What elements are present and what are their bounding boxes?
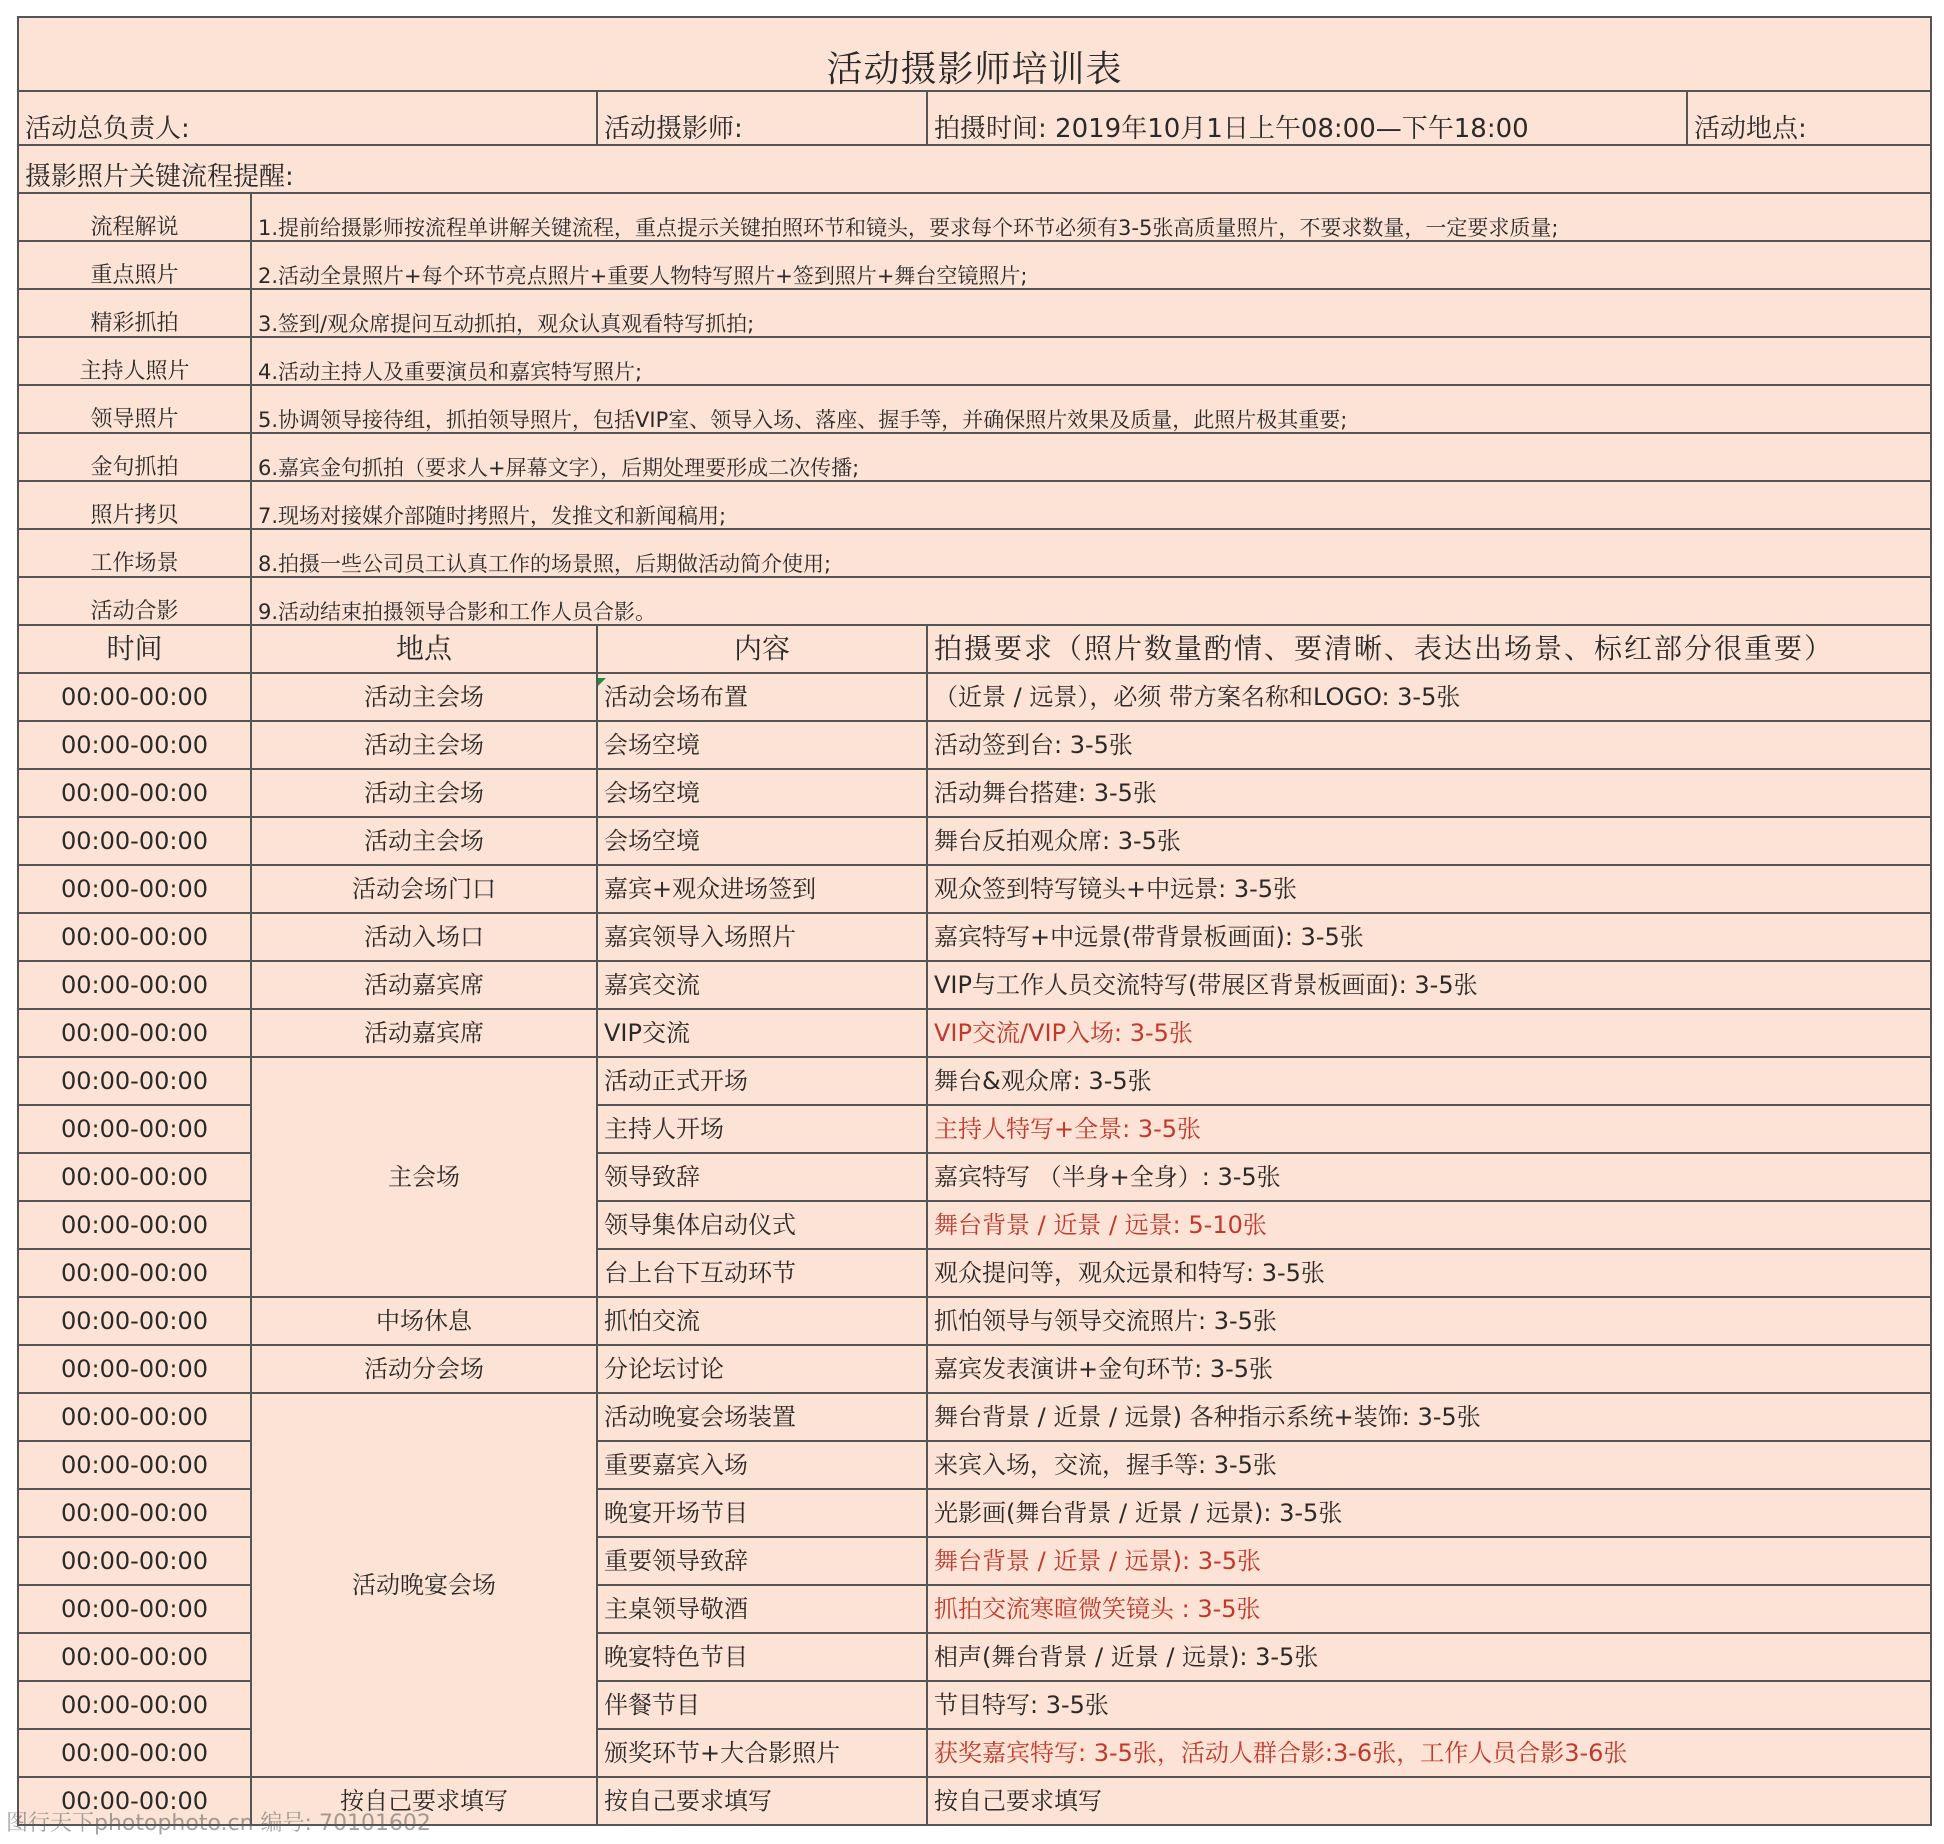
location-cell[interactable]: 活动嘉宾席	[251, 1009, 597, 1057]
location-cell[interactable]: 活动入场口	[251, 913, 597, 961]
content-cell[interactable]: 领导集体启动仪式	[597, 1201, 927, 1249]
location-cell[interactable]: 主会场	[251, 1057, 597, 1297]
step-text[interactable]: 5.协调领导接待组，抓拍领导照片，包括VIP室、领导入场、落座、握手等，并确保照片效果及质量，此照片极其重要;	[251, 385, 1931, 433]
requirement-cell[interactable]: 主持人特写+全景: 3-5张	[927, 1105, 1931, 1153]
step-row	[18, 433, 1931, 481]
content-cell[interactable]: 嘉宾交流	[597, 961, 927, 1009]
time-cell[interactable]: 00:00-00:00	[18, 1105, 251, 1153]
shoot-time-field[interactable]: 拍摄时间: 2019年10月1日上午08:00—下午18:00	[927, 91, 1687, 145]
time-cell[interactable]: 00:00-00:00	[18, 1345, 251, 1393]
step-row	[18, 337, 1931, 385]
time-cell[interactable]: 00:00-00:00	[18, 1633, 251, 1681]
requirement-cell[interactable]: 光影画(舞台背景 / 近景 / 远景): 3-5张	[927, 1489, 1931, 1537]
step-name[interactable]: 照片拷贝	[18, 481, 251, 529]
time-cell[interactable]: 00:00-00:00	[18, 721, 251, 769]
content-cell[interactable]: 会场空境	[597, 721, 927, 769]
requirement-cell[interactable]: 抓怕领导与领导交流照片: 3-5张	[927, 1297, 1931, 1345]
table-row	[18, 1393, 1931, 1441]
step-name[interactable]: 领导照片	[18, 385, 251, 433]
header-content: 内容	[597, 625, 927, 673]
content-cell[interactable]: 晚宴特色节目	[597, 1633, 927, 1681]
table-row	[18, 1057, 1931, 1105]
time-cell[interactable]: 00:00-00:00	[18, 1777, 251, 1825]
requirement-cell[interactable]: VIP与工作人员交流特写(带展区背景板画面): 3-5张	[927, 961, 1931, 1009]
table-row	[18, 961, 1931, 1009]
content-cell[interactable]: 按自己要求填写	[597, 1777, 927, 1825]
step-row	[18, 481, 1931, 529]
requirement-cell[interactable]: 活动签到台: 3-5张	[927, 721, 1931, 769]
location-cell[interactable]: 活动主会场	[251, 673, 597, 721]
step-name[interactable]: 活动合影	[18, 577, 251, 625]
time-cell[interactable]: 00:00-00:00	[18, 961, 251, 1009]
content-cell[interactable]: 主桌领导敬酒	[597, 1585, 927, 1633]
location-cell[interactable]: 活动主会场	[251, 769, 597, 817]
step-name[interactable]: 精彩抓拍	[18, 289, 251, 337]
table-row	[18, 865, 1931, 913]
requirement-cell[interactable]: VIP交流/VIP入场: 3-5张	[927, 1009, 1931, 1057]
requirement-cell[interactable]: 来宾入场，交流，握手等: 3-5张	[927, 1441, 1931, 1489]
time-cell[interactable]: 00:00-00:00	[18, 1537, 251, 1585]
time-cell[interactable]: 00:00-00:00	[18, 769, 251, 817]
content-cell[interactable]: 会场空境	[597, 817, 927, 865]
step-text[interactable]: 7.现场对接媒介部随时拷照片，发推文和新闻稿用;	[251, 481, 1931, 529]
step-row	[18, 577, 1931, 625]
content-cell[interactable]: 晚宴开场节目	[597, 1489, 927, 1537]
step-name[interactable]: 重点照片	[18, 241, 251, 289]
location-cell[interactable]: 按自己要求填写	[251, 1777, 597, 1825]
time-cell[interactable]: 00:00-00:00	[18, 1729, 251, 1777]
table-row	[18, 769, 1931, 817]
step-name[interactable]: 工作场景	[18, 529, 251, 577]
step-text[interactable]: 6.嘉宾金句抓拍（要求人+屏幕文字），后期处理要形成二次传播;	[251, 433, 1931, 481]
step-text[interactable]: 2.活动全景照片+每个环节亮点照片+重要人物特写照片+签到照片+舞台空镜照片;	[251, 241, 1931, 289]
step-text[interactable]: 8.拍摄一些公司员工认真工作的场景照，后期做活动简介使用;	[251, 529, 1931, 577]
content-cell[interactable]: 嘉宾领导入场照片	[597, 913, 927, 961]
watermark: 图行天下photophoto.cn 编号: 70101602	[6, 1811, 431, 1836]
step-name[interactable]: 主持人照片	[18, 337, 251, 385]
requirement-cell[interactable]: 嘉宾发表演讲+金句环节: 3-5张	[927, 1345, 1931, 1393]
location-cell[interactable]: 活动主会场	[251, 721, 597, 769]
requirement-cell[interactable]: 观众提问等，观众远景和特写: 3-5张	[927, 1249, 1931, 1297]
table-row	[18, 721, 1931, 769]
requirement-cell[interactable]: 嘉宾特写 （半身+全身）: 3-5张	[927, 1153, 1931, 1201]
step-row	[18, 193, 1931, 241]
step-row	[18, 385, 1931, 433]
table-row	[18, 817, 1931, 865]
location-cell[interactable]: 活动嘉宾席	[251, 961, 597, 1009]
header-location: 地点	[251, 625, 597, 673]
requirement-cell[interactable]: 活动舞台搭建: 3-5张	[927, 769, 1931, 817]
table-row	[18, 913, 1931, 961]
location-cell[interactable]: 活动晚宴会场	[251, 1393, 597, 1777]
requirement-cell[interactable]: 舞台&观众席: 3-5张	[927, 1057, 1931, 1105]
requirement-cell[interactable]: （近景 / 远景），必须 带方案名称和LOGO: 3-5张	[927, 673, 1931, 721]
location-field[interactable]: 活动地点:	[1687, 91, 1931, 145]
step-text[interactable]: 1.提前给摄影师按流程单讲解关键流程，重点提示关键拍照环节和镜头，要求每个环节必须有3-5张高质量照片，不要求数量，一定要求质量;	[251, 193, 1931, 241]
content-cell[interactable]: 台上台下互动环节	[597, 1249, 927, 1297]
location-cell[interactable]: 活动主会场	[251, 817, 597, 865]
time-cell[interactable]: 00:00-00:00	[18, 1249, 251, 1297]
content-cell[interactable]: 活动会场布置	[597, 673, 927, 721]
location-cell[interactable]: 活动会场门口	[251, 865, 597, 913]
table-row	[18, 673, 1931, 721]
content-cell[interactable]: 颁奖环节+大合影照片	[597, 1729, 927, 1777]
header-requirement: 拍摄要求（照片数量酌情、要清晰、表达出场景、标红部分很重要）	[927, 625, 1931, 673]
content-cell[interactable]: 活动正式开场	[597, 1057, 927, 1105]
step-text[interactable]: 4.活动主持人及重要演员和嘉宾特写照片;	[251, 337, 1931, 385]
time-cell[interactable]: 00:00-00:00	[18, 1585, 251, 1633]
time-cell[interactable]: 00:00-00:00	[18, 865, 251, 913]
content-cell[interactable]: 领导致辞	[597, 1153, 927, 1201]
requirement-cell[interactable]: 舞台背景 / 近景 / 远景: 5-10张	[927, 1201, 1931, 1249]
content-cell[interactable]: 会场空境	[597, 769, 927, 817]
time-cell[interactable]: 00:00-00:00	[18, 1441, 251, 1489]
requirement-cell[interactable]: 获奖嘉宾特写: 3-5张，活动人群合影:3-6张，工作人员合影3-6张	[927, 1729, 1931, 1777]
step-name[interactable]: 金句抓拍	[18, 433, 251, 481]
requirement-cell[interactable]: 节目特写: 3-5张	[927, 1681, 1931, 1729]
requirement-cell[interactable]: 相声(舞台背景 / 近景 / 远景): 3-5张	[927, 1633, 1931, 1681]
requirement-cell[interactable]: 观众签到特写镜头+中远景: 3-5张	[927, 865, 1931, 913]
reminder-title: 摄影照片关键流程提醒:	[18, 145, 1931, 193]
time-cell[interactable]: 00:00-00:00	[18, 673, 251, 721]
content-cell[interactable]: 活动晚宴会场装置	[597, 1393, 927, 1441]
training-table	[17, 16, 1932, 1826]
requirement-cell[interactable]: 舞台背景 / 近景 / 远景): 3-5张	[927, 1537, 1931, 1585]
table-row	[18, 1009, 1931, 1057]
time-cell[interactable]: 00:00-00:00	[18, 1681, 251, 1729]
table-row	[18, 1297, 1931, 1345]
requirement-cell[interactable]: 按自己要求填写	[927, 1777, 1931, 1825]
step-name[interactable]: 流程解说	[18, 193, 251, 241]
content-cell[interactable]: VIP交流	[597, 1009, 927, 1057]
content-cell[interactable]: 主持人开场	[597, 1105, 927, 1153]
requirement-cell[interactable]: 嘉宾特写+中远景(带背景板画面): 3-5张	[927, 913, 1931, 961]
time-cell[interactable]: 00:00-00:00	[18, 1057, 251, 1105]
step-row	[18, 241, 1931, 289]
time-cell[interactable]: 00:00-00:00	[18, 1393, 251, 1441]
table-title: 活动摄影师培训表	[18, 17, 1931, 91]
time-cell[interactable]: 00:00-00:00	[18, 1489, 251, 1537]
time-cell[interactable]: 00:00-00:00	[18, 1009, 251, 1057]
header-time: 时间	[18, 625, 251, 673]
content-cell[interactable]: 伴餐节目	[597, 1681, 927, 1729]
content-cell[interactable]: 重要领导致辞	[597, 1537, 927, 1585]
requirement-cell[interactable]: 抓拍交流寒暄微笑镜头 : 3-5张	[927, 1585, 1931, 1633]
leader-field[interactable]: 活动总负责人:	[18, 91, 597, 145]
time-cell[interactable]: 00:00-00:00	[18, 913, 251, 961]
content-cell[interactable]: 抓怕交流	[597, 1297, 927, 1345]
requirement-cell[interactable]: 舞台背景 / 近景 / 远景) 各种指示系统+装饰: 3-5张	[927, 1393, 1931, 1441]
table-row	[18, 1345, 1931, 1393]
step-row	[18, 289, 1931, 337]
location-cell[interactable]: 中场休息	[251, 1297, 597, 1345]
time-cell[interactable]: 00:00-00:00	[18, 1297, 251, 1345]
step-text[interactable]: 3.签到/观众席提问互动抓拍，观众认真观看特写抓拍;	[251, 289, 1931, 337]
step-text[interactable]: 9.活动结束拍摄领导合影和工作人员合影。	[251, 577, 1931, 625]
requirement-cell[interactable]: 舞台反拍观众席: 3-5张	[927, 817, 1931, 865]
photographer-field[interactable]: 活动摄影师:	[597, 91, 927, 145]
content-cell[interactable]: 重要嘉宾入场	[597, 1441, 927, 1489]
content-cell[interactable]: 嘉宾+观众进场签到	[597, 865, 927, 913]
location-cell[interactable]: 活动分会场	[251, 1345, 597, 1393]
content-cell[interactable]: 分论坛讨论	[597, 1345, 927, 1393]
time-cell[interactable]: 00:00-00:00	[18, 1201, 251, 1249]
time-cell[interactable]: 00:00-00:00	[18, 817, 251, 865]
cell-comment-marker	[598, 678, 606, 686]
step-row	[18, 529, 1931, 577]
time-cell[interactable]: 00:00-00:00	[18, 1153, 251, 1201]
